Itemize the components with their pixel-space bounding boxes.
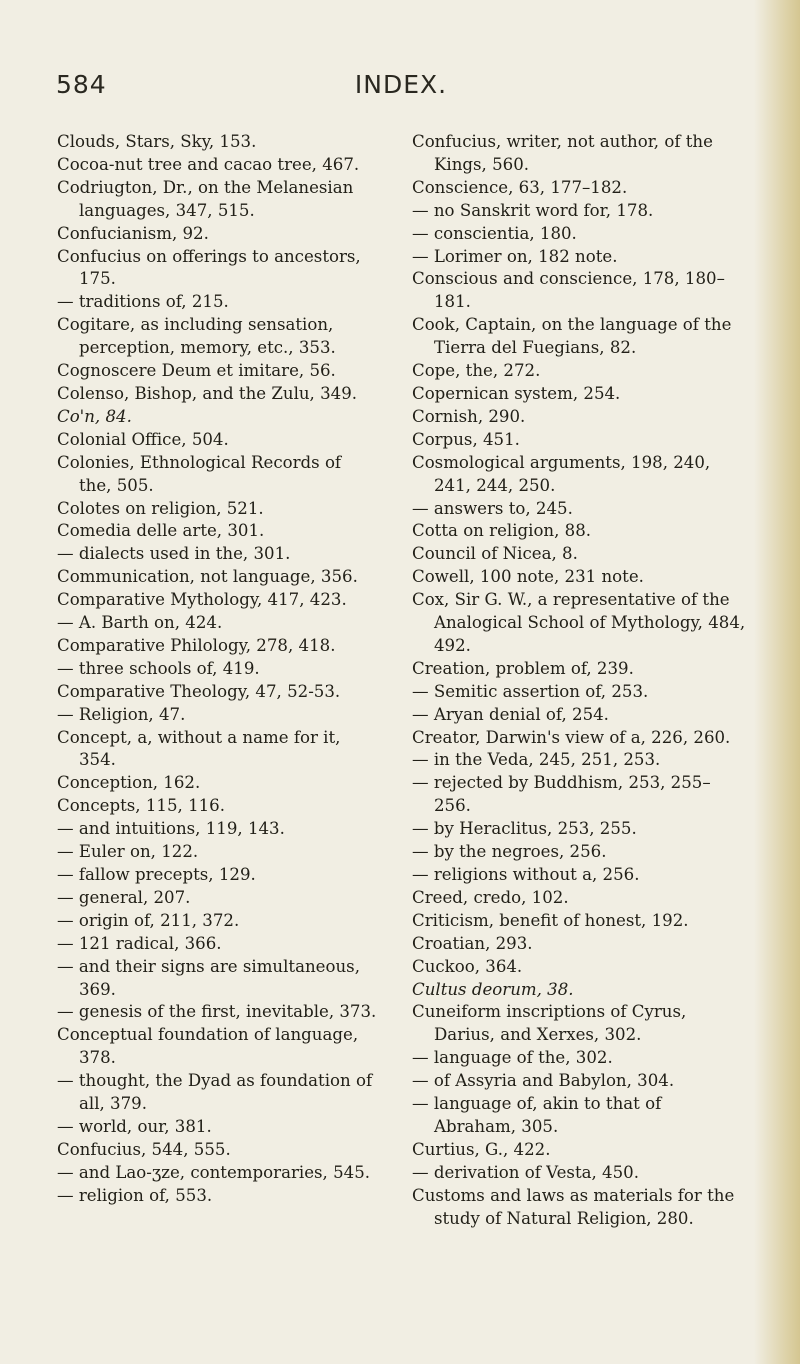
index-entry: — language of the, 302. <box>412 1048 613 1068</box>
index-entry: Conception, 162. <box>57 773 201 793</box>
index-entry: Cox, Sir G. W., a representative of the Analogical School of Mythology, 484, 492. <box>412 590 746 655</box>
index-entry: Cotta on religion, 88. <box>412 521 592 541</box>
index-entry: Criticism, benefit of honest, 192. <box>412 910 689 930</box>
index-entry: Cuckoo, 364. <box>412 956 523 976</box>
index-entry: — and Lao-ʒze, contemporaries, 545. <box>57 1162 371 1182</box>
index-entry: Cocoa-nut tree and cacao tree, 467. <box>57 154 360 174</box>
index-entry: — general, 207. <box>57 887 191 907</box>
index-entry: — of Assyria and Babylon, 304. <box>412 1071 675 1091</box>
index-entry: Conscious and conscience, 178, 180–181. <box>412 269 725 312</box>
index-entry: Council of Nicea, 8. <box>412 544 578 564</box>
index-entry: — derivation of Vesta, 450. <box>412 1162 640 1182</box>
index-entry: Colonial Office, 504. <box>57 429 229 449</box>
index-entry: — A. Barth on, 424. <box>57 613 223 633</box>
index-entry: Cosmological arguments, 198, 240, 241, 244, 250. <box>412 452 711 495</box>
index-entry: Cook, Captain, on the language of the Tierra del Fuegians, 82. <box>412 315 732 358</box>
index-entry: — in the Veda, 245, 251, 253. <box>412 750 661 770</box>
index-entry: — Religion, 47. <box>57 704 186 724</box>
index-entry: Cogitare, as including sensation, perception, memory, etc., 353. <box>57 315 336 358</box>
index-entry: Concepts, 115, 116. <box>57 796 226 816</box>
page-edge-shadow <box>754 0 800 1364</box>
index-entry: Cornish, 290. <box>412 406 526 426</box>
index-entry: — fallow precepts, 129. <box>57 865 256 884</box>
index-entry: Confucius, writer, not author, of the Kings, 560. <box>412 132 713 174</box>
index-entry: — religion of, 553. <box>57 1185 213 1205</box>
index-entry: Comparative Theology, 47, 52-53. <box>57 681 341 701</box>
index-entry: Comparative Philology, 278, 418. <box>57 635 336 655</box>
index-entry: Conceptual foundation of language, 378. <box>57 1025 359 1068</box>
index-entry: — by the negroes, 256. <box>412 842 607 862</box>
index-entry: — language of, akin to that of Abraham, 305. <box>412 1094 662 1136</box>
index-entry: — conscientia, 180. <box>412 223 577 243</box>
index-entry: — no Sanskrit word for, 178. <box>412 200 654 220</box>
index-entry: — three schools of, 419. <box>57 658 260 678</box>
index-column-left <box>57 131 377 1208</box>
index-entry: — by Heraclitus, 253, 255. <box>412 819 637 839</box>
index-entry: — religions without a, 256. <box>412 865 640 884</box>
index-entry: Codriugton, Dr., on the Melanesian languages, 347, 515. <box>57 177 354 220</box>
index-entry: Co'n, 84. <box>57 406 132 426</box>
index-entry: Colenso, Bishop, and the Zulu, 349. <box>57 383 358 403</box>
index-entry: — Lorimer on, 182 note. <box>412 246 618 266</box>
index-entry: — genesis of the first, inevitable, 373. <box>57 1002 377 1022</box>
index-entry: Comparative Mythology, 417, 423. <box>57 590 347 610</box>
index-entry: Colotes on religion, 521. <box>57 498 264 518</box>
page-number: 584 <box>56 70 107 99</box>
page-header <box>56 70 746 112</box>
index-entry: Concept, a, without a name for it, 354. <box>57 727 341 770</box>
index-entry: Creator, Darwin's view of a, 226, 260. <box>412 727 731 747</box>
index-entry: Cowell, 100 note, 231 note. <box>412 567 644 587</box>
index-entry: Croatian, 293. <box>412 933 533 953</box>
index-entry: Colonies, Ethnological Records of the, 505. <box>57 452 342 495</box>
index-entry: — answers to, 245. <box>412 498 573 518</box>
index-entry: — thought, the Dyad as foundation of all, 379. <box>57 1071 373 1114</box>
index-entry: — rejected by Buddhism, 253, 255–256. <box>412 773 711 816</box>
section-title: INDEX. <box>354 70 448 99</box>
index-entry: Communication, not language, 356. <box>57 567 358 587</box>
index-entry: Comedia delle arte, 301. <box>57 521 265 541</box>
index-entry: Conscience, 63, 177–182. <box>412 177 628 197</box>
index-entry: Clouds, Stars, Sky, 153. <box>57 132 257 151</box>
index-entry: — world, our, 381. <box>57 1116 212 1136</box>
index-entry: Cognoscere Deum et imitare, 56. <box>57 361 336 381</box>
index-entry: Confucianism, 92. <box>57 223 209 243</box>
index-entry: Confucius, 544, 555. <box>57 1139 231 1159</box>
index-entry: Creed, credo, 102. <box>412 887 569 907</box>
index-entry: Cultus deorum, 38. <box>412 979 574 999</box>
index-entry: — and their signs are simultaneous, 369. <box>57 956 360 999</box>
index-entry: — traditions of, 215. <box>57 292 229 312</box>
index-entry: Copernican system, 254. <box>412 383 621 403</box>
index-entry: — 121 radical, 366. <box>57 933 222 953</box>
index-entry: Confucius on offerings to ancestors, 175. <box>57 246 361 289</box>
index-entry: — Semitic assertion of, 253. <box>412 681 649 701</box>
index-entry: — origin of, 211, 372. <box>57 910 240 930</box>
index-entry: — Aryan denial of, 254. <box>412 704 609 724</box>
index-entry: Creation, problem of, 239. <box>412 658 634 678</box>
index-entry: — Euler on, 122. <box>57 842 199 862</box>
index-entry: — and intuitions, 119, 143. <box>57 819 285 839</box>
index-entry: Curtius, G., 422. <box>412 1139 551 1159</box>
index-entry: Cuneiform inscriptions of Cyrus, Darius, and Xerxes, 302. <box>412 1002 687 1045</box>
index-entry: Customs and laws as materials for the study of Natural Religion, 280. <box>412 1185 735 1228</box>
index-entry: Cope, the, 272. <box>412 361 541 381</box>
index-entry: Corpus, 451. <box>412 429 520 449</box>
index-entry: — dialects used in the, 301. <box>57 544 291 564</box>
index-column-right <box>412 131 747 1231</box>
